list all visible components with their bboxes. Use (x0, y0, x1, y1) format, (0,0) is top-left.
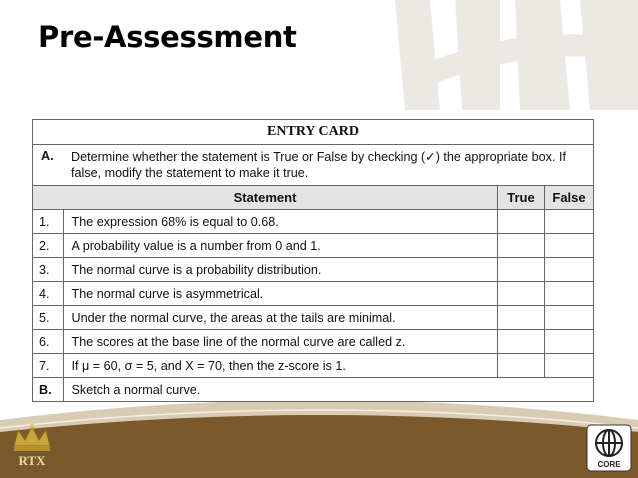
core-label: CORE (597, 460, 621, 469)
header-true: True (498, 186, 545, 210)
page-title: Pre-Assessment (38, 20, 297, 54)
table-row (33, 258, 593, 282)
row-statement: If μ = 60, σ = 5, and X = 70, then the z-score is 1. (63, 354, 498, 378)
true-checkbox[interactable] (498, 210, 545, 234)
row-statement: The scores at the base line of the normal curve are called z. (63, 330, 498, 354)
header-false: False (545, 186, 594, 210)
false-checkbox[interactable] (545, 234, 594, 258)
part-b-letter: B. (33, 378, 63, 402)
banner-dark (0, 415, 638, 478)
instruction-letter: A. (41, 149, 54, 163)
row-statement: The normal curve is a probability distribution. (63, 258, 498, 282)
table-row (33, 210, 593, 234)
true-checkbox[interactable] (498, 258, 545, 282)
table-row (33, 354, 593, 378)
core-logo (586, 424, 632, 472)
true-checkbox[interactable] (498, 234, 545, 258)
instruction-row (33, 145, 593, 186)
row-number: 2. (33, 234, 63, 258)
false-checkbox[interactable] (545, 282, 594, 306)
part-b-text: Sketch a normal curve. (63, 378, 593, 402)
true-checkbox[interactable] (498, 306, 545, 330)
false-checkbox[interactable] (545, 354, 594, 378)
row-statement: Under the normal curve, the areas at the tails are minimal. (63, 306, 498, 330)
row-statement: The expression 68% is equal to 0.68. (63, 210, 498, 234)
false-checkbox[interactable] (545, 258, 594, 282)
table-row (33, 330, 593, 354)
globe-icon (596, 430, 622, 456)
row-number: 7. (33, 354, 63, 378)
school-crest-logo (6, 422, 58, 474)
true-checkbox[interactable] (498, 354, 545, 378)
part-b-row (33, 378, 593, 402)
true-checkbox[interactable] (498, 330, 545, 354)
arch-watermark (395, 0, 638, 110)
instruction-text: Determine whether the statement is True or False by checking (✓) the appropriate box. If false, modify the statement to make it true. (71, 150, 566, 180)
crest-letters: RTX (18, 453, 46, 468)
false-checkbox[interactable] (545, 210, 594, 234)
header-statement: Statement (33, 186, 498, 210)
entry-card-heading: ENTRY CARD (33, 120, 593, 145)
statement-table (33, 186, 593, 401)
true-checkbox[interactable] (498, 282, 545, 306)
row-number: 6. (33, 330, 63, 354)
row-number: 3. (33, 258, 63, 282)
crown-icon (14, 424, 50, 451)
row-statement: The normal curve is asymmetrical. (63, 282, 498, 306)
false-checkbox[interactable] (545, 306, 594, 330)
row-number: 4. (33, 282, 63, 306)
table-header-row (33, 186, 593, 210)
false-checkbox[interactable] (545, 330, 594, 354)
table-row (33, 234, 593, 258)
row-statement: A probability value is a number from 0 and 1. (63, 234, 498, 258)
row-number: 1. (33, 210, 63, 234)
entry-card (32, 119, 594, 402)
table-row (33, 282, 593, 306)
row-number: 5. (33, 306, 63, 330)
table-row (33, 306, 593, 330)
